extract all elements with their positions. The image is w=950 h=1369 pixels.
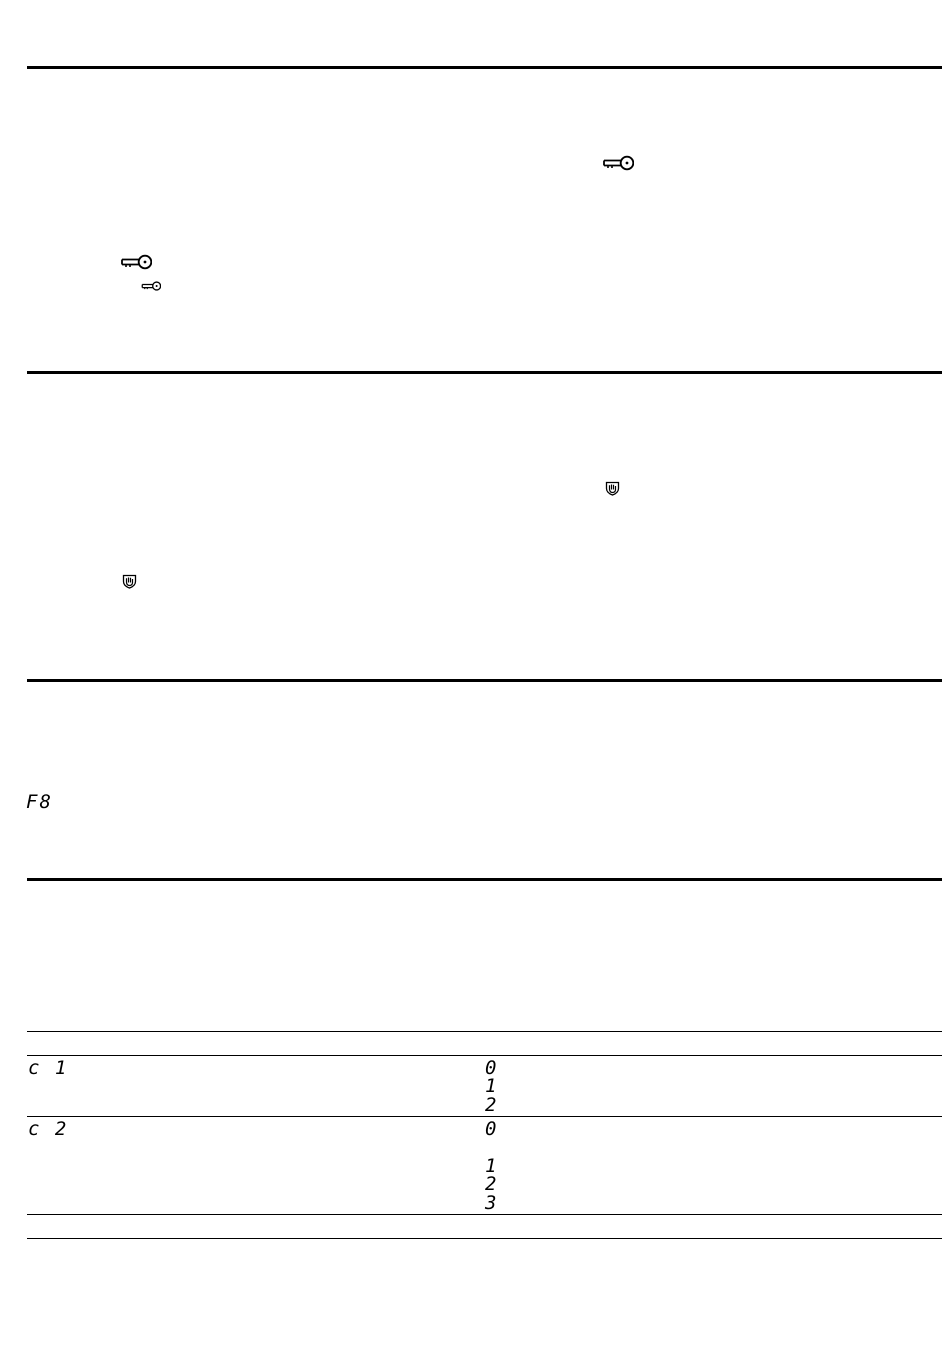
setting-value: 0	[485, 1057, 499, 1079]
section-divider-1	[27, 66, 942, 69]
section-divider-4	[27, 878, 942, 881]
table-top-rule	[27, 1031, 942, 1032]
key-icon	[602, 154, 634, 172]
fault-code-display: F8	[26, 791, 53, 813]
hand-shield-icon	[605, 481, 620, 496]
section-divider-3	[27, 679, 942, 682]
table-header-rule	[27, 1055, 942, 1056]
setting-code: c 2	[28, 1118, 69, 1140]
setting-value: 1	[485, 1075, 499, 1097]
key-icon	[120, 253, 152, 271]
table-row-rule	[27, 1214, 942, 1215]
key-icon	[141, 280, 161, 292]
setting-value: 3	[485, 1192, 499, 1214]
table-bottom-rule	[27, 1238, 942, 1239]
hand-shield-icon	[122, 574, 137, 589]
setting-value: 1	[485, 1155, 499, 1177]
setting-value: 2	[485, 1094, 499, 1116]
setting-code: c 1	[28, 1057, 69, 1079]
setting-value: 2	[485, 1173, 499, 1195]
setting-value: 0	[485, 1118, 499, 1140]
table-row-rule	[27, 1116, 942, 1117]
section-divider-2	[27, 371, 942, 374]
